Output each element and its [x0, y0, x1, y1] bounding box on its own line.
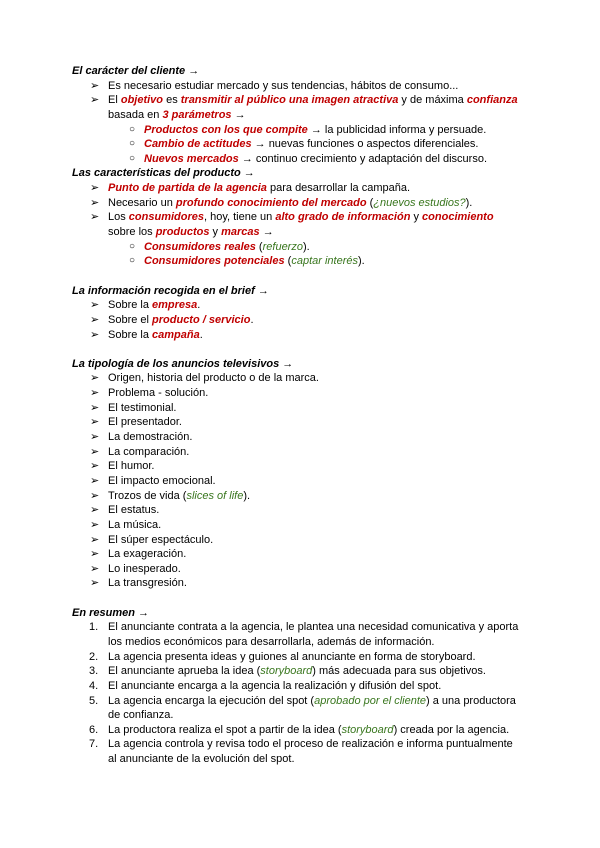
bullet-icon: ➢	[90, 460, 100, 473]
numbered-item: 4. El anunciante encarga a la agencia la realización y difusión del spot.	[89, 679, 442, 692]
list-item: ➢ Es necesario estudiar mercado y sus tendencias, hábitos de consumo...	[90, 79, 459, 92]
list-item: ➢ Necesario un profundo conocimiento del mercado (¿nuevos estudios?).	[90, 196, 473, 209]
list-item: ➢ Trozos de vida (slices of life).	[90, 489, 251, 502]
circle-bullet-icon: ○	[129, 255, 136, 267]
bullet-icon: ➢	[90, 313, 100, 326]
section-heading	[72, 284, 542, 299]
list-item: ➢ Sobre la campaña.	[90, 328, 203, 341]
section-heading	[72, 606, 542, 621]
list-item: ➢ El impacto emocional.	[90, 474, 216, 487]
arrow-icon: →	[257, 284, 269, 297]
heading-text: El carácter del cliente	[72, 65, 186, 77]
list-item: ➢ La demostración.	[90, 431, 193, 444]
circle-bullet-icon: ○	[129, 152, 136, 164]
bullet-icon: ➢	[90, 518, 100, 531]
bullet-icon: ➢	[90, 372, 100, 385]
bullet-icon: ➢	[90, 474, 100, 487]
bullet-icon: ➢	[90, 445, 100, 458]
bullet-icon: ➢	[90, 387, 100, 400]
section-heading	[72, 166, 542, 181]
list-item-continuation: basada en 3 parámetros →	[108, 108, 246, 121]
list-item: ➢ El estatus.	[90, 504, 160, 517]
list-item: ➢ El súper espectáculo.	[90, 533, 214, 546]
bullet-icon: ➢	[90, 533, 100, 546]
bullet-icon: ➢	[90, 196, 100, 209]
spacer	[72, 269, 542, 284]
list-item: ➢ Lo inesperado.	[90, 562, 181, 575]
section-heading	[72, 357, 542, 372]
heading-text: La información recogida en el brief	[72, 284, 255, 297]
numbered-item: 3. El anunciante aprueba la idea (storyboard) más adecuada para sus objetivos.	[89, 665, 486, 678]
sub-list-item: ○ Productos con los que compite → la publicidad informa y persuade.	[129, 123, 487, 136]
bullet-icon: ➢	[90, 94, 100, 107]
bullet-icon: ➢	[90, 504, 100, 517]
list-item: ➢ La comparación.	[90, 445, 190, 458]
list-item: ➢ Punto de partida de la agencia para desarrollar la campaña.	[90, 182, 411, 195]
list-item: ➢ Sobre el producto / servicio.	[90, 313, 254, 326]
list-item: ➢ Los consumidores, hoy, tiene un alto grado de información y conocimiento	[90, 211, 494, 224]
numbered-item-continuation: al anunciante de la evolución del spot.	[108, 753, 295, 766]
sub-list-item: ○ Consumidores reales (refuerzo).	[129, 240, 310, 253]
bullet-icon: ➢	[90, 211, 100, 224]
numbered-item: 5. La agencia encarga la ejecución del spot (aprobado por el cliente) a una productora	[89, 694, 516, 707]
bullet-icon: ➢	[90, 562, 100, 575]
arrow-icon: →	[188, 65, 200, 77]
list-item: ➢ El testimonial.	[90, 401, 177, 414]
bullet-icon: ➢	[90, 299, 100, 312]
bullet-icon: ➢	[90, 489, 100, 502]
circle-bullet-icon: ○	[129, 123, 136, 135]
arrow-icon: →	[243, 167, 255, 180]
numbered-item: 6. La productora realiza el spot a partir de la idea (storyboard) creada por la agencia.	[89, 723, 510, 736]
list-item-continuation: sobre los productos y marcas →	[108, 226, 274, 239]
section-heading	[72, 64, 542, 79]
list-item: ➢ Sobre la empresa.	[90, 299, 201, 312]
heading-text: En resumen	[72, 606, 135, 619]
list-item: ➢ El presentador.	[90, 416, 182, 429]
circle-bullet-icon: ○	[129, 240, 136, 252]
arrow-icon: →	[138, 606, 150, 619]
sub-list-item: ○ Cambio de actitudes → nuevas funciones o aspectos diferenciales.	[129, 138, 479, 151]
list-item: ➢ La exageración.	[90, 548, 187, 561]
numbered-item: 7. La agencia controla y revisa todo el proceso de realización e informa puntualmente	[89, 738, 513, 751]
bullet-icon: ➢	[90, 401, 100, 414]
bullet-icon: ➢	[90, 577, 100, 590]
list-item: ➢ La música.	[90, 518, 162, 531]
sub-list-item: ○ Nuevos mercados → continuo crecimiento y adaptación del discurso.	[129, 152, 488, 165]
arrow-icon: →	[282, 357, 294, 370]
list-item: ➢ Problema - solución.	[90, 387, 209, 400]
sub-list-item: ○ Consumidores potenciales (captar interés).	[129, 255, 365, 268]
list-item: ➢ El humor.	[90, 460, 155, 473]
numbered-item: 2. La agencia presenta ideas y guiones al anunciante en forma de storyboard.	[89, 650, 476, 663]
spacer	[72, 342, 542, 357]
list-item: ➢ La transgresión.	[90, 577, 187, 590]
bullet-icon: ➢	[90, 416, 100, 429]
numbered-item: 1. El anunciante contrata a la agencia, le plantea una necesidad comunicativa y aporta	[89, 621, 519, 634]
bullet-icon: ➢	[90, 548, 100, 561]
bullet-icon: ➢	[90, 182, 100, 195]
document-page	[72, 64, 542, 767]
heading-text: La tipología de los anuncios televisivos	[72, 357, 280, 370]
heading-text: Las características del producto	[72, 167, 241, 180]
bullet-icon: ➢	[90, 79, 100, 92]
numbered-item-continuation: los medios económicos para desarrollarla, además de información.	[108, 635, 435, 648]
bullet-icon: ➢	[90, 328, 100, 341]
numbered-item-continuation: de confianza.	[108, 709, 174, 722]
list-item: ➢ El objetivo es transmitir al público una imagen atractiva y de máxima confianza	[90, 94, 518, 107]
spacer	[72, 591, 542, 606]
list-item: ➢ Origen, historia del producto o de la marca.	[90, 372, 319, 385]
circle-bullet-icon: ○	[129, 138, 136, 150]
bullet-icon: ➢	[90, 431, 100, 444]
